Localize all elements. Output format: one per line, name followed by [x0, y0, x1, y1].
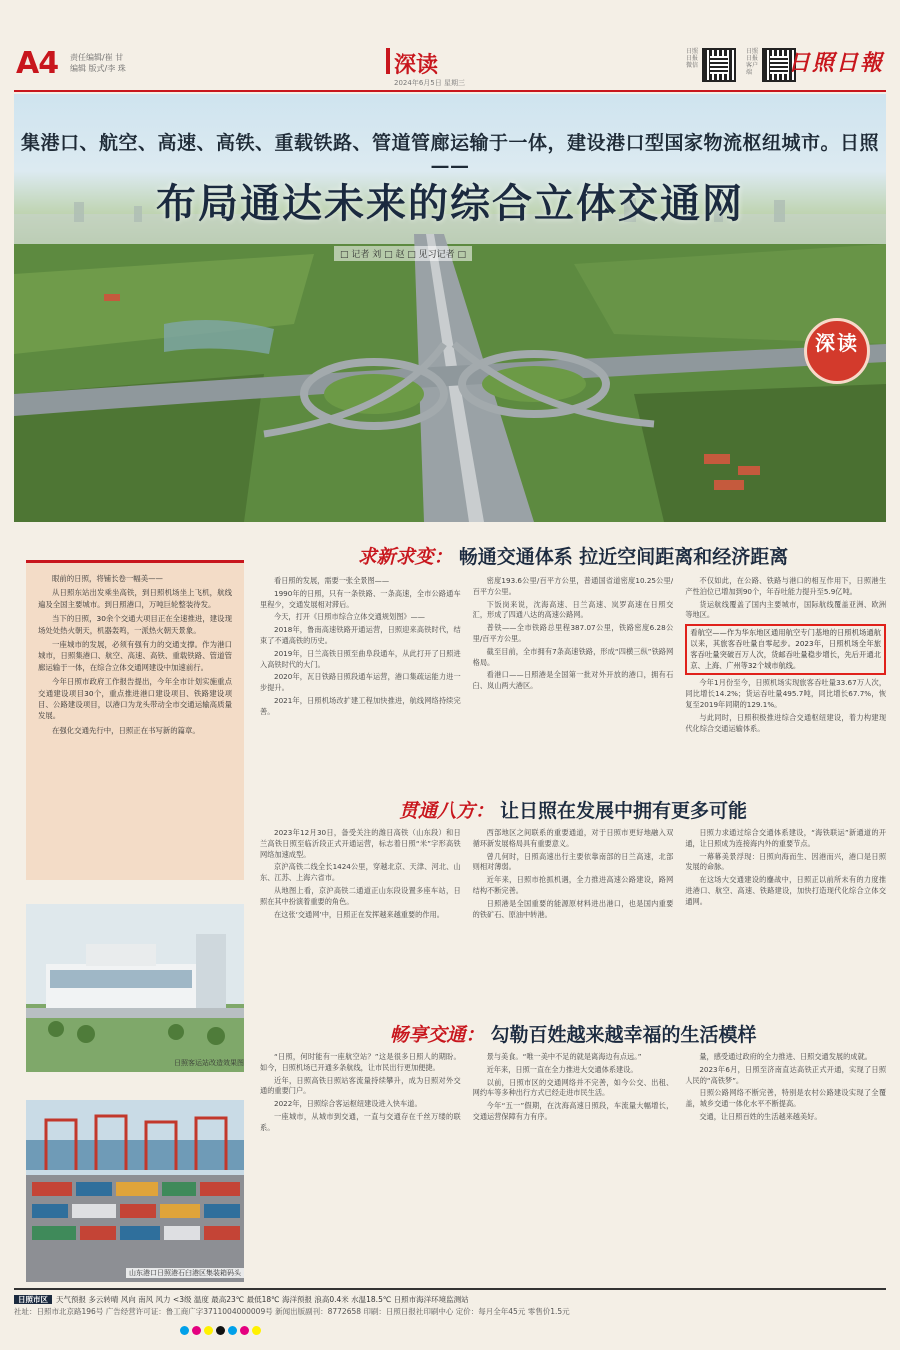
body-paragraph: 今天，打开《日照市综合立体交通规划图》—— [274, 612, 425, 622]
body-paragraph: 1990年的日照，只有一条铁路、一条高速，全市公路通车里程少，交通发展相对滞后。 [260, 588, 461, 609]
registration-dot [252, 1326, 261, 1335]
qr-code-wechat[interactable] [702, 48, 736, 82]
body-paragraph: 普铁——全市铁路总里程387.07公里，铁路密度6.28公里/百平方公里。 [472, 623, 674, 643]
registration-dot [180, 1326, 189, 1335]
section-1-lead: 求新求变： [357, 546, 453, 568]
section-3-col-1 [260, 1052, 461, 1280]
port-container-photo [26, 1100, 244, 1282]
section-3-col-3 [685, 1052, 886, 1280]
masthead [14, 40, 886, 92]
qr-label-app: 日照日报客户端 [746, 48, 759, 76]
section-2-col-3 [685, 828, 886, 1008]
section-1-heading: 畅通交通体系 拉近空间距离和经济距离 [458, 546, 789, 568]
body-paragraph: 2023年12月30日，备受关注的潍日高铁（山东段）和日兰高铁日照至临沂段正式开通运营，标志着日照“米”字形高铁网络加速成型。 [260, 828, 461, 859]
registration-dot [216, 1326, 225, 1335]
body-paragraph: 货运航线覆盖了国内主要城市，国际航线覆盖亚洲、欧洲等地区。 [685, 599, 887, 620]
body-paragraph: 截至目前，全市拥有7条高速铁路，形成“四横三纵”铁路网格局。 [472, 646, 674, 667]
body-paragraph: 2018年，鲁南高速铁路开通运营，日照迎来高铁时代，结束了不通高铁的历史。 [260, 625, 461, 645]
editor-name: 责任编辑/崔 甘 [70, 53, 124, 62]
body-paragraph: 交通，让日照百姓的生活越来越美好。 [699, 1111, 822, 1121]
port-illustration [26, 1100, 244, 1282]
section-bar [386, 48, 390, 74]
main-headline: 布局通达未来的综合立体交通网 [156, 181, 744, 227]
section-2-col-2 [473, 828, 674, 1008]
publisher-address: 社址：日照市北京路196号 广告经营许可证：鲁工商广字3711004000009号 新闻出版副刊：8772658 印刷：日照日报社印刷中心 定价：每月全年45元 零售价1.5元 [14, 1307, 570, 1316]
section-3-title [260, 1020, 886, 1047]
body-paragraph: 景与美食。“唯一美中不足的就是离海边有点远。” [486, 1052, 642, 1061]
deep-read-seal: 深读 [804, 318, 870, 384]
section-1-title [260, 542, 886, 569]
station-rendering-photo [26, 904, 244, 1072]
section-3-col-2 [473, 1052, 674, 1280]
body-paragraph: 近年来，日照一直在全力推进大交通体系建设。 [486, 1064, 638, 1074]
section-1-col-1 [260, 576, 461, 782]
page-footer [14, 1288, 886, 1318]
section-3-lead: 畅享交通： [389, 1024, 485, 1046]
weather-row [14, 1294, 886, 1305]
hero-aerial-photo [14, 94, 886, 522]
section-1-col-2 [473, 576, 674, 782]
date-line: 2024年6月5日 星期三 [394, 79, 465, 87]
section-3-body [260, 1052, 886, 1280]
body-paragraph: 近年，日照高铁日照站客流量持续攀升，成为日照对外交通的重要门户。 [260, 1075, 461, 1096]
body-paragraph: 近年来，日照市抢抓机遇，全力推进高速公路建设，路网结构不断完善。 [472, 875, 674, 895]
qr-label-wechat: 日照日报微信 [686, 48, 699, 69]
section-name: 深读 [394, 53, 439, 78]
section-2-heading: 让日照在发展中拥有更多可能 [500, 800, 748, 822]
body-paragraph: 西部地区之间联系的重要通道，对于日照市更好地融入双循环新发展格局具有重要意义。 [472, 828, 674, 848]
registration-dot [204, 1326, 213, 1335]
section-2-lead: 贯通八方： [398, 800, 494, 822]
newspaper-logo: 日照日報 [787, 50, 884, 76]
body-paragraph: 密度193.6公里/百平方公里，普通国省道密度10.25公里/百平方公里。 [472, 576, 674, 596]
body-paragraph: 看日照的发展，需要一张全景图—— [274, 576, 390, 585]
registration-dot [192, 1326, 201, 1335]
port-caption: 山东港口日照港石臼港区集装箱码头 [126, 1268, 244, 1278]
editor-credits [70, 52, 126, 74]
body-paragraph: 今年1月份至今，日照机场实现旅客吞吐量33.67万人次，同比增长14.2%；货运吞吐量495.7吨，同比增长67.7%，恢复至2019年同期的129.1%。 [685, 678, 887, 709]
section-2-body [260, 828, 886, 1008]
note-paragraph: 一座城市的发展，必须有强有力的交通支撑。作为港口城市，日照集港口、航空、高速、高铁、重载铁路、管道管廊运输于一体，在综合立体交通网建设中加速前行。 [38, 640, 232, 672]
body-paragraph: 日照港是全国重要的能源原材料进出港口，也是国内重要的铁矿石、原油中转港。 [472, 898, 674, 919]
station-caption: 日照客运站改造效果图 [174, 1059, 244, 1067]
body-paragraph: 在这张‘交通网’中，日照正在发挥越来越重要的作用。 [274, 909, 444, 919]
body-paragraph: 曾几何时，日照高速出行主要依靠南部的日兰高速，北部则相对薄弱。 [472, 851, 674, 872]
registration-dot [240, 1326, 249, 1335]
body-paragraph: 与此同时，日照积极推进综合交通枢纽建设，着力构建现代化综合交通运输体系。 [685, 712, 887, 733]
note-paragraph: 从日照东站出发乘坐高铁，到日照机场坐上飞机，航线遍及全国主要城市。到日照港口，万吨巨轮整装待发。 [38, 588, 232, 609]
body-paragraph: 日照力求通过综合交通体系建设，“海铁联运”新通道的开通，让日照成为连接海内外的重要节点。 [685, 828, 887, 848]
note-paragraph: 当下的日照，30余个交通大项目正在全速推进，建设现场处处热火朝天，机器轰鸣，一派热火朝天景象。 [38, 614, 232, 635]
body-paragraph: 从地图上看，京沪高铁二通道正山东段设置多座车站，日照在其中扮演着重要的角色。 [260, 885, 461, 906]
section-3-heading: 勾勒百姓越来越幸福的生活模样 [490, 1024, 757, 1046]
station-illustration [26, 904, 244, 1072]
section-1-col-3 [685, 576, 886, 782]
body-paragraph: 2020年，瓦日铁路日照段通车运营，港口集疏运能力进一步提升。 [260, 672, 461, 693]
body-paragraph: 京沪高铁二线全长1424公里，穿越北京、天津、河北、山东、江苏、上海六省市。 [260, 862, 461, 883]
layout-editor: 编辑 版式/李 珠 [70, 64, 126, 73]
weather-forecast: 天气预报 多云转晴 风向 南风 风力 <3级 温度 最高23℃ 最低18℃ 海洋预报 浪高0.4米 水温18.5℃ 日照市海洋环境监测站 [56, 1295, 469, 1304]
body-paragraph: 一座城市，从城市到交通，一直与交通存在千丝万缕的联系。 [260, 1111, 461, 1132]
highlighted-passage[interactable]: 看航空——作为华东地区通用航空专门基地的日照机场通航以来，其旅客吞吐量自零起步。2023年，日照机场全年旅客吞吐量突破百万人次，货邮吞吐量稳步增长，先后开通北京、上海、广州等32个城市航线。 [685, 624, 886, 675]
body-paragraph: 日照公路网络不断完善，特别是农村公路建设实现了全覆盖，城乡交通一体化水平不断提高。 [685, 1088, 887, 1109]
body-paragraph: 2023年6月，日照至济南直达高铁正式开通，实现了日照人民的“高铁梦”。 [685, 1064, 887, 1085]
byline: □ 记者 刘 □ 赵 □ 见习记者 □ [334, 246, 472, 261]
editor-note-box [26, 560, 244, 880]
body-paragraph: 以前，日照市区的交通网络并不完善，如今公交、出租、网约车等多种出行方式已经走进市民生活。 [472, 1077, 674, 1098]
headline-kicker: 集港口、航空、高速、高铁、重载铁路、管道管廊运输于一体，建设港口型国家物流枢纽城市。日照—— [20, 132, 879, 177]
body-paragraph: “日照，何时能有一座航空站？”这是很多日照人的期盼。如今，日照机场已开通多条航线，让市民出行更加便捷。 [260, 1052, 461, 1072]
body-paragraph: 看港口——日照港是全国第一批对外开放的港口，拥有石臼、岚山两大港区。 [472, 670, 674, 691]
section-2-title [260, 796, 886, 823]
registration-dot [228, 1326, 237, 1335]
note-paragraph: 今年日照市政府工作报告提出，今年全市计划实施重点交通建设项目30个，重点推进港口建设项目、铁路建设项目、公路建设项目，以港口为龙头带动全市交通运输高质量发展。 [38, 677, 232, 721]
city-tag: 日照市区 [14, 1295, 52, 1304]
page-number: A4 [16, 46, 59, 81]
body-paragraph: 2021年，日照机场改扩建工程加快推进，航线网络持续完善。 [260, 695, 461, 716]
body-paragraph: 在这场大交通建设的鏖战中，日照正以前所未有的力度推进港口、航空、高速、铁路建设，加快打造现代化综合立体交通网。 [685, 875, 887, 906]
body-paragraph: 2019年，日兰高铁日照至曲阜段通车，从此打开了日照进入高铁时代的大门。 [260, 648, 461, 669]
body-paragraph: 下饭岗来说，沈海高速、日兰高速、岚罗高速在日照交汇，形成了四通八达的高速公路网。 [472, 599, 674, 620]
body-paragraph: 今年“五一”假期，在沈海高速日照段，车流量大幅增长，交通运营保障有力有序。 [472, 1101, 674, 1121]
note-paragraph: 眼前的日照，将铺长卷一幅美—— [52, 574, 163, 583]
color-registration-marks [180, 1326, 261, 1335]
body-paragraph: 量，感受通过政府的全力推进、日照交通发展的成就。 [699, 1052, 872, 1061]
note-paragraph: 在强化交通先行中，日照正在书写新的篇章。 [52, 725, 200, 735]
body-paragraph: 一幕幕美景浮现：日照向海而生、因港而兴，港口是日照发展的命脉。 [685, 851, 887, 872]
section-2-col-1 [260, 828, 461, 1008]
section-1-body [260, 576, 886, 782]
body-paragraph: 不仅如此，在公路、铁路与港口的相互作用下，日照港生产性泊位已增加到90个，年吞吐能力提升至5.9亿吨。 [685, 576, 887, 596]
body-paragraph: 2022年，日照综合客运枢纽建设进入快车道。 [274, 1099, 422, 1109]
